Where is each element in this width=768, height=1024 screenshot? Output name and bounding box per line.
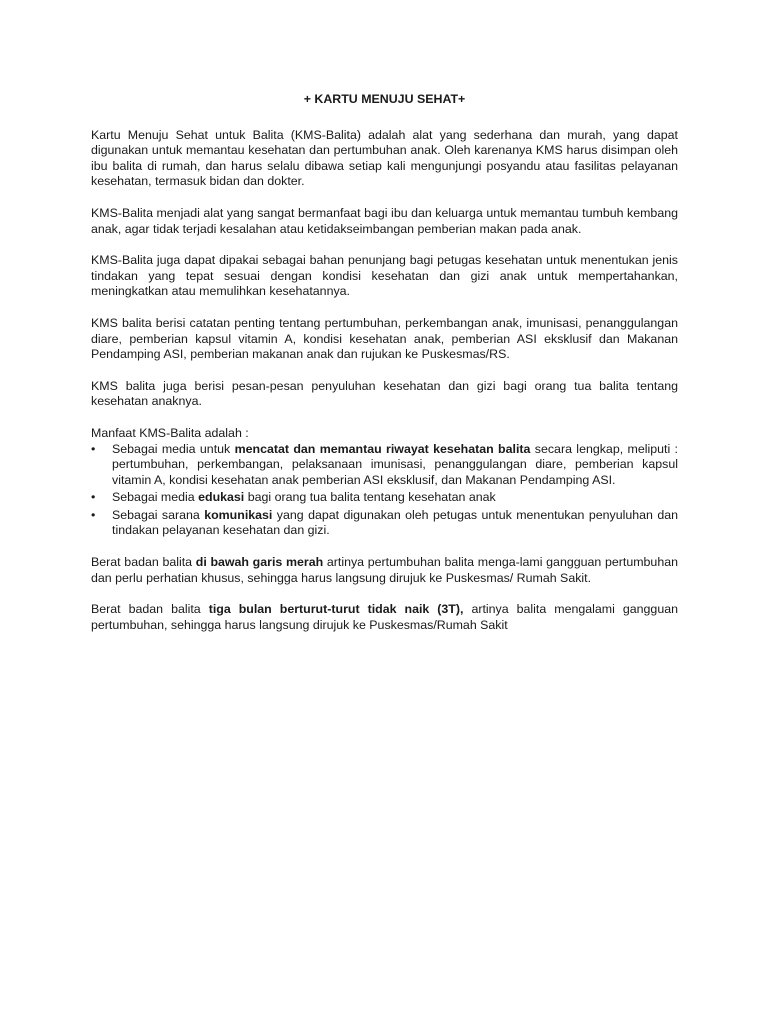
list-item-emphasis: komunikasi	[204, 507, 273, 522]
list-item-text: secara lengkap, meliputi : pertumbuhan, perkembangan, pelaksanaan imunisasi, penanggulangan diare, pemberian kapsul vitamin A, kondisi kesehatan anak pemberian ASI eksklusif, dan Makanan Pendamping ASI.	[112, 441, 678, 487]
paragraph-text: Berat badan balita	[91, 602, 209, 617]
paragraph-text: artinya pertumbuhan balita menga-lami gangguan pertumbuhan dan perlu perhatian khusus, sehingga harus langsung dirujuk ke Puskesmas/ Rumah Sakit.	[91, 555, 678, 585]
list-item-text: yang dapat digunakan oleh petugas untuk menentukan penyuluhan dan tindakan pelayanan kesehatan dan gizi.	[112, 507, 678, 538]
bullet-icon: •	[91, 441, 96, 456]
document-body	[91, 92, 678, 649]
manfaat-lead: Manfaat KMS-Balita adalah :	[91, 425, 249, 440]
paragraph-contents: KMS balita berisi catatan penting tentang pertumbuhan, perkembangan anak, imunisasi, penanggulangan diare, pemberian kapsul vitamin A, kondisi kesehatan anak, pemberian ASI eksklusif dan Makanan Pendamping ASI, pemberian makanan anak dan rujukan ke Puskesmas/RS.	[91, 315, 678, 362]
paragraph-3t	[91, 602, 678, 633]
list-item-text: bagi orang tua balita tentang kesehatan anak	[244, 490, 496, 505]
bullet-icon: •	[91, 507, 96, 522]
document-title: + KARTU MENUJU SEHAT+	[303, 92, 466, 106]
paragraph-intro: Kartu Menuju Sehat untuk Balita (KMS-Balita) adalah alat yang sederhana dan murah, yang dapat digunakan untuk memantau kesehatan dan pertumbuhan anak. Oleh karenanya KMS harus disimpan oleh ibu balita di rumah, dan harus selalu dibawa setiap kali mengunjungi posyandu atau fasilitas pelayanan kesehatan, termasuk bidan dan dokter.	[91, 127, 678, 189]
paragraph-text: Berat badan balita	[91, 555, 196, 570]
list-item-text: Sebagai media untuk	[112, 441, 235, 456]
list-item	[91, 442, 678, 489]
paragraph-messages: KMS balita juga berisi pesan-pesan penyuluhan kesehatan dan gizi bagi orang tua balita tentang kesehatan anaknya.	[91, 378, 678, 409]
bullet-icon: •	[91, 490, 96, 505]
paragraph-text: artinya balita mengalami gangguan pertumbuhan, sehingga harus langsung dirujuk ke Puskesmas/Rumah Sakit	[91, 602, 678, 632]
paragraph-emphasis: tiga bulan berturut-turut tidak naik (3T),	[208, 602, 464, 617]
paragraph-emphasis: di bawah garis merah	[195, 555, 324, 570]
paragraph-benefit-health-worker: KMS-Balita juga dapat dipakai sebagai bahan penunjang bagi petugas kesehatan untuk menentukan jenis tindakan yang tepat sesuai dengan kondisi kesehatan dan gizi anak untuk mempertahankan, meningkatkan atau memulihkan kesehatannya.	[91, 253, 678, 299]
list-item	[91, 508, 678, 539]
list-item-emphasis: edukasi	[198, 490, 245, 505]
list-item-emphasis: mencatat dan memantau riwayat kesehatan balita	[234, 441, 531, 456]
paragraph-red-line	[91, 555, 678, 586]
list-item-text: Sebagai media	[112, 490, 199, 505]
list-item	[91, 490, 678, 506]
manfaat-list	[91, 442, 678, 540]
list-item-text: Sebagai sarana	[112, 507, 205, 522]
paragraph-benefit-family: KMS-Balita menjadi alat yang sangat bermanfaat bagi ibu dan keluarga untuk memantau tumbuh kembang anak, agar tidak terjadi kesalahan atau ketidakseimbangan pemberian makan pada anak.	[91, 205, 678, 236]
